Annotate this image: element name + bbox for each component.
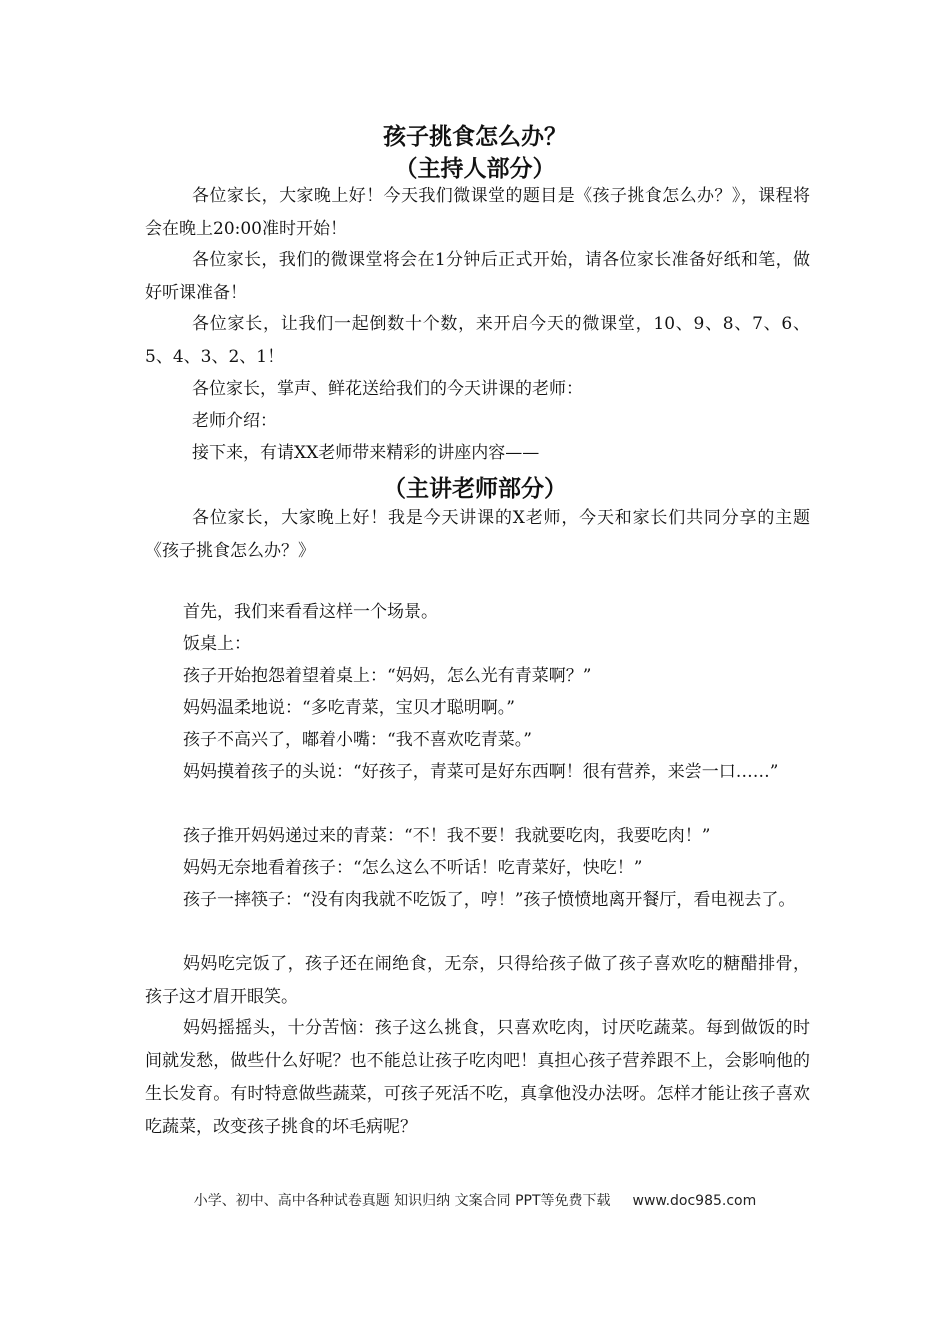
host-paragraph: 老师介绍： bbox=[192, 411, 277, 431]
story-paragraph: 妈妈无奈地看着孩子：“怎么这么不听话！吃青菜好，快吃！” bbox=[183, 858, 643, 878]
story-paragraph: 孩子不高兴了，嘟着小嘴：“我不喜欢吃青菜。” bbox=[183, 730, 532, 750]
story-paragraph: 妈妈吃完饭了，孩子还在闹绝食，无奈，只得给孩子做了孩子喜欢吃的糖醋排骨，孩子这才眉开眼笑。 bbox=[145, 954, 810, 1007]
footer-text: 小学、初中、高中各种试卷真题 知识归纳 文案合同 PPT等免费下载 bbox=[193, 1193, 611, 1209]
document-title: 孩子挑食怎么办？ bbox=[383, 124, 567, 150]
story-paragraph: 妈妈温柔地说：“多吃青菜，宝贝才聪明啊。” bbox=[183, 698, 515, 718]
host-paragraph: 各位家长，让我们一起倒数十个数，来开启今天的微课堂，10、9、8、7、6、5、4、3、2、1！ bbox=[145, 314, 810, 367]
teacher-intro-paragraph: 各位家长，大家晚上好！我是今天讲课的X老师，今天和家长们共同分享的主题《孩子挑食怎么办？》 bbox=[145, 508, 810, 561]
story-paragraph: 孩子开始抱怨着望着桌上：“妈妈，怎么光有青菜啊？” bbox=[183, 666, 592, 686]
section-heading-host: （主持人部分） bbox=[394, 156, 556, 182]
host-paragraph: 各位家长，大家晚上好！今天我们微课堂的题目是《孩子挑食怎么办？》，课程将会在晚上20:00准时开始！ bbox=[145, 186, 810, 239]
story-paragraph: 妈妈摸着孩子的头说：“好孩子，青菜可是好东西啊！很有营养，来尝一口……” bbox=[183, 762, 779, 782]
story-paragraph: 孩子一摔筷子：“没有肉我就不吃饭了，哼！”孩子愤愤地离开餐厅，看电视去了。 bbox=[183, 890, 796, 910]
host-paragraph: 各位家长，我们的微课堂将会在1分钟后正式开始，请各位家长准备好纸和笔，做好听课准备！ bbox=[145, 250, 810, 303]
section-heading-teacher: （主讲老师部分） bbox=[383, 476, 567, 502]
host-paragraph: 各位家长，掌声、鲜花送给我们的今天讲课的老师： bbox=[192, 379, 583, 399]
story-paragraph: 妈妈摇摇头，十分苦恼：孩子这么挑食，只喜欢吃肉，讨厌吃蔬菜。每到做饭的时间就发愁，做些什么好呢？也不能总让孩子吃肉吧！真担心孩子营养跟不上，会影响他的生长发育。有时特意做些蔬菜，可孩子死活不吃，真拿他没办法呀。怎样才能让孩子喜欢吃蔬菜，改变孩子挑食的坏毛病呢？ bbox=[145, 1018, 810, 1137]
story-paragraph: 孩子推开妈妈递过来的青菜：“不！我不要！我就要吃肉，我要吃肉！” bbox=[183, 826, 711, 846]
page-footer bbox=[0, 1190, 950, 1210]
host-paragraph: 接下来，有请XX老师带来精彩的讲座内容—— bbox=[192, 443, 540, 463]
story-paragraph: 饭桌上： bbox=[183, 634, 251, 654]
footer-url[interactable]: www.doc985.com bbox=[632, 1193, 757, 1209]
story-paragraph: 首先，我们来看看这样一个场景。 bbox=[183, 602, 438, 622]
